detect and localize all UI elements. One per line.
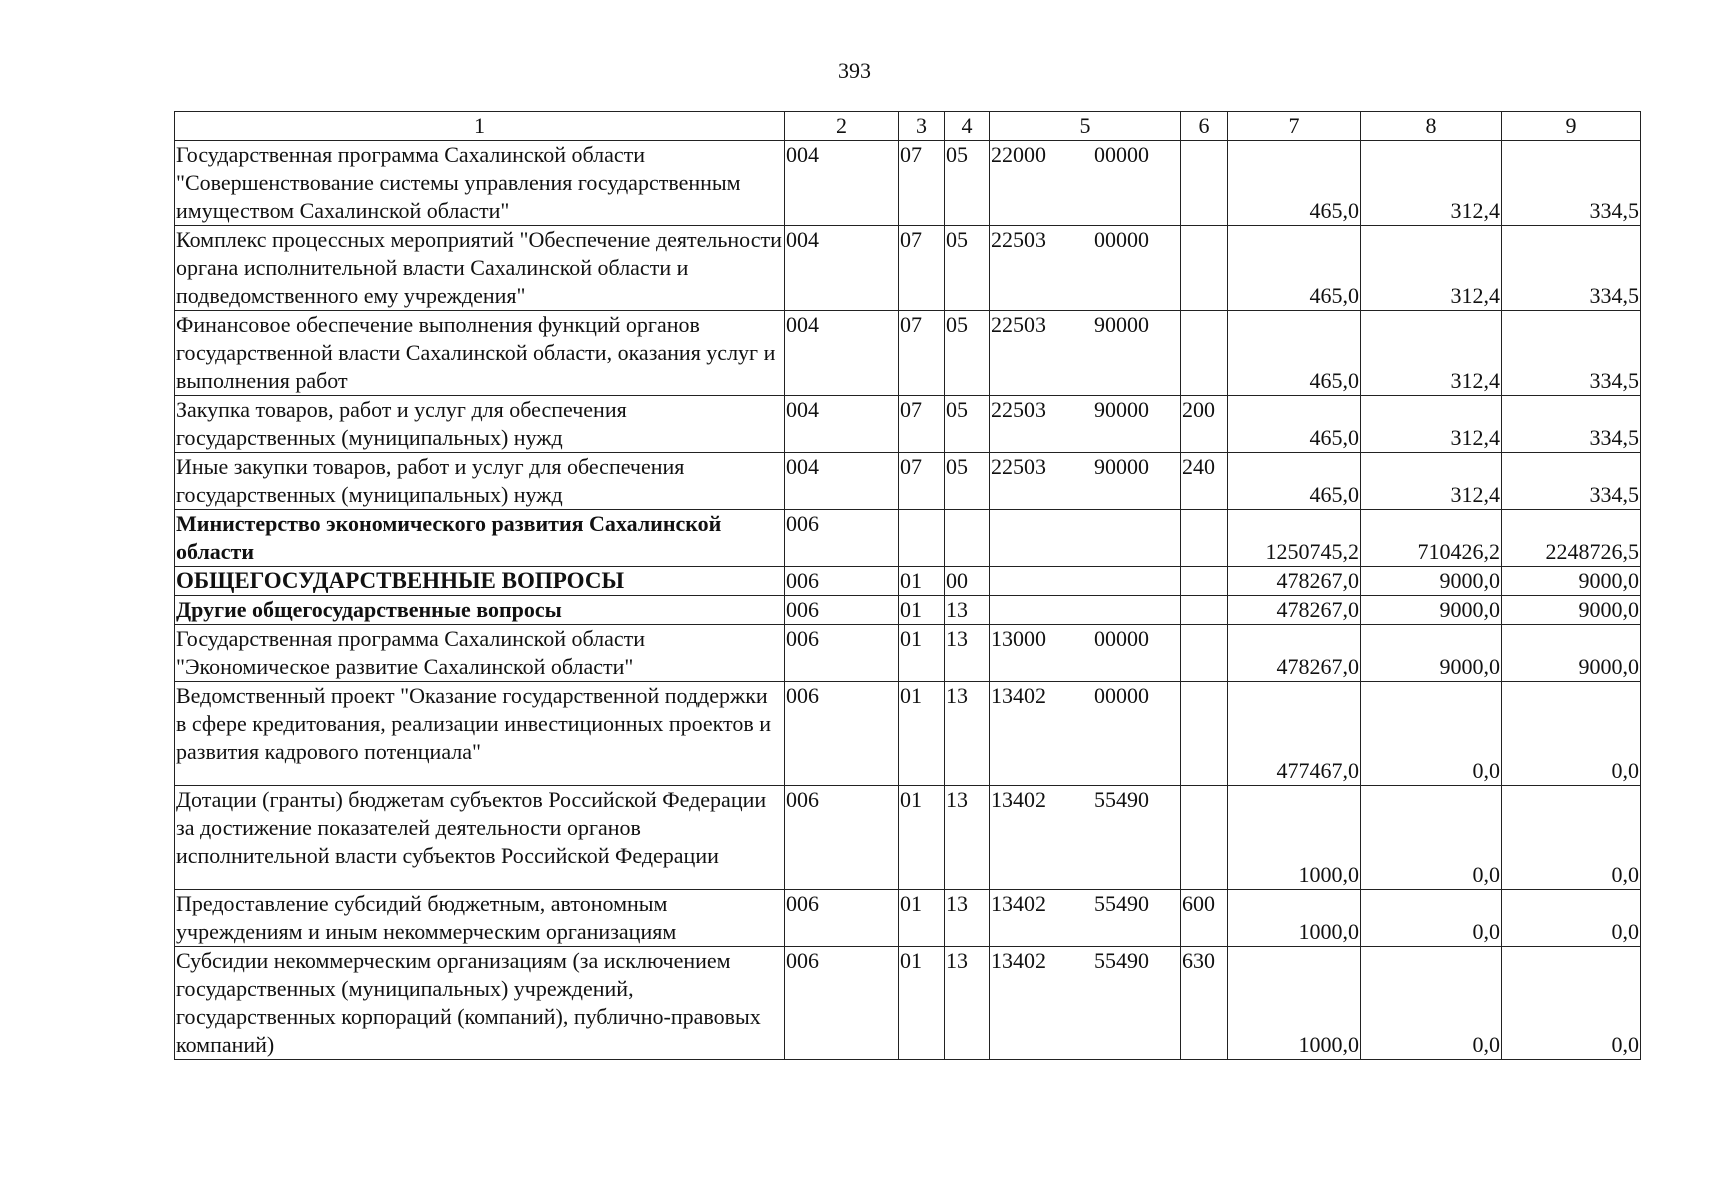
row-csr-cell xyxy=(990,596,1181,625)
row-pr-cell: 05 xyxy=(945,141,990,226)
row-value-col9: 9000,0 xyxy=(1502,625,1641,682)
row-vr-cell xyxy=(1181,625,1228,682)
table-row xyxy=(175,510,1641,567)
row-csr-cell xyxy=(990,141,1181,226)
row-rz-cell: 01 xyxy=(899,890,945,947)
row-csr-cell xyxy=(990,625,1181,682)
csr-program-code: 13000 xyxy=(991,626,1046,651)
row-csr-cell xyxy=(990,453,1181,510)
row-csr-cell xyxy=(990,947,1181,1060)
csr-direction-code: 55490 xyxy=(1094,891,1149,916)
column-header: 5 xyxy=(990,112,1181,141)
csr-program-code: 22503 xyxy=(991,397,1046,422)
row-vr-cell xyxy=(1181,226,1228,311)
row-vr-cell xyxy=(1181,682,1228,786)
row-pr-cell: 13 xyxy=(945,625,990,682)
row-value-col9: 0,0 xyxy=(1502,682,1641,786)
csr-direction-code: 55490 xyxy=(1094,787,1149,812)
row-pr-cell: 00 xyxy=(945,567,990,596)
column-header: 7 xyxy=(1228,112,1361,141)
csr-program-code: 13402 xyxy=(991,787,1046,812)
table-row xyxy=(175,786,1641,890)
row-name-cell: Ведомственный проект "Оказание государственной поддержки в сфере кредитования, реализации инвестиционных проектов и развития кадрового потенциала" xyxy=(175,682,785,786)
row-value-col9: 0,0 xyxy=(1502,786,1641,890)
row-value-col7: 478267,0 xyxy=(1228,625,1361,682)
row-value-col9: 334,5 xyxy=(1502,226,1641,311)
csr-direction-code: 00000 xyxy=(1094,683,1149,708)
row-value-col8: 312,4 xyxy=(1361,226,1502,311)
csr-program-code: 13402 xyxy=(991,683,1046,708)
csr-program-code: 13402 xyxy=(991,948,1046,973)
csr-direction-code: 00000 xyxy=(1094,142,1149,167)
row-name-cell: Государственная программа Сахалинской области "Экономическое развитие Сахалинской области" xyxy=(175,625,785,682)
row-vr-cell: 200 xyxy=(1181,396,1228,453)
row-value-col7: 465,0 xyxy=(1228,311,1361,396)
row-value-col7: 478267,0 xyxy=(1228,596,1361,625)
row-pr-cell: 05 xyxy=(945,226,990,311)
row-pr-cell: 13 xyxy=(945,682,990,786)
row-ved-cell: 006 xyxy=(785,510,899,567)
row-value-col7: 465,0 xyxy=(1228,226,1361,311)
row-value-col7: 465,0 xyxy=(1228,396,1361,453)
row-pr-cell: 13 xyxy=(945,947,990,1060)
row-name-cell: Другие общегосударственные вопросы xyxy=(175,596,785,625)
csr-program-code: 22503 xyxy=(991,227,1046,252)
row-name-cell: Министерство экономического развития Сахалинской области xyxy=(175,510,785,567)
row-value-col8: 9000,0 xyxy=(1361,625,1502,682)
row-value-col7: 1000,0 xyxy=(1228,786,1361,890)
row-value-col9: 0,0 xyxy=(1502,890,1641,947)
table-body xyxy=(175,141,1641,1060)
row-pr-cell: 05 xyxy=(945,311,990,396)
row-ved-cell: 006 xyxy=(785,947,899,1060)
row-csr-cell xyxy=(990,311,1181,396)
csr-direction-code: 55490 xyxy=(1094,948,1149,973)
row-value-col9: 9000,0 xyxy=(1502,567,1641,596)
csr-program-code: 22000 xyxy=(991,142,1046,167)
column-header: 4 xyxy=(945,112,990,141)
row-value-col8: 312,4 xyxy=(1361,311,1502,396)
row-csr-cell xyxy=(990,567,1181,596)
row-rz-cell: 01 xyxy=(899,567,945,596)
csr-direction-code: 90000 xyxy=(1094,312,1149,337)
row-csr-cell xyxy=(990,682,1181,786)
row-value-col8: 0,0 xyxy=(1361,947,1502,1060)
table-row xyxy=(175,226,1641,311)
row-value-col8: 0,0 xyxy=(1361,786,1502,890)
row-value-col8: 312,4 xyxy=(1361,396,1502,453)
row-name-cell: Субсидии некоммерческим организациям (за исключением государственных (муниципальных) учреждений, государственных корпораций (компаний), публично-правовых компаний) xyxy=(175,947,785,1060)
page-number: 393 xyxy=(838,58,871,83)
row-vr-cell xyxy=(1181,311,1228,396)
csr-direction-code: 00000 xyxy=(1094,626,1149,651)
row-ved-cell: 004 xyxy=(785,141,899,226)
row-rz-cell xyxy=(899,510,945,567)
row-value-col7: 1250745,2 xyxy=(1228,510,1361,567)
column-header: 9 xyxy=(1502,112,1641,141)
table-row xyxy=(175,567,1641,596)
row-csr-cell xyxy=(990,226,1181,311)
row-ved-cell: 004 xyxy=(785,396,899,453)
column-header: 1 xyxy=(175,112,785,141)
row-value-col9: 9000,0 xyxy=(1502,596,1641,625)
row-vr-cell: 630 xyxy=(1181,947,1228,1060)
column-header: 8 xyxy=(1361,112,1502,141)
row-ved-cell: 004 xyxy=(785,311,899,396)
row-ved-cell: 006 xyxy=(785,890,899,947)
row-rz-cell: 07 xyxy=(899,226,945,311)
row-pr-cell: 13 xyxy=(945,596,990,625)
row-value-col7: 1000,0 xyxy=(1228,947,1361,1060)
row-vr-cell xyxy=(1181,510,1228,567)
row-ved-cell: 006 xyxy=(785,567,899,596)
row-value-col8: 0,0 xyxy=(1361,890,1502,947)
row-csr-cell xyxy=(990,890,1181,947)
csr-program-code: 22503 xyxy=(991,312,1046,337)
row-rz-cell: 07 xyxy=(899,311,945,396)
row-value-col7: 1000,0 xyxy=(1228,890,1361,947)
row-ved-cell: 006 xyxy=(785,596,899,625)
row-name-cell: Закупка товаров, работ и услуг для обеспечения государственных (муниципальных) нужд xyxy=(175,396,785,453)
row-csr-cell xyxy=(990,510,1181,567)
row-vr-cell xyxy=(1181,141,1228,226)
table-row xyxy=(175,682,1641,786)
row-vr-cell: 240 xyxy=(1181,453,1228,510)
table-row xyxy=(175,311,1641,396)
row-value-col9: 334,5 xyxy=(1502,311,1641,396)
row-name-cell: Дотации (гранты) бюджетам субъектов Российской Федерации за достижение показателей деятельности органов исполнительной власти субъектов Российской Федерации xyxy=(175,786,785,890)
column-header: 6 xyxy=(1181,112,1228,141)
row-value-col9: 334,5 xyxy=(1502,141,1641,226)
table-row xyxy=(175,141,1641,226)
row-rz-cell: 01 xyxy=(899,947,945,1060)
row-vr-cell xyxy=(1181,786,1228,890)
row-rz-cell: 01 xyxy=(899,786,945,890)
row-vr-cell: 600 xyxy=(1181,890,1228,947)
row-value-col8: 312,4 xyxy=(1361,141,1502,226)
row-value-col9: 334,5 xyxy=(1502,453,1641,510)
row-ved-cell: 006 xyxy=(785,625,899,682)
row-ved-cell: 006 xyxy=(785,786,899,890)
row-value-col8: 9000,0 xyxy=(1361,596,1502,625)
row-value-col7: 465,0 xyxy=(1228,141,1361,226)
row-value-col7: 465,0 xyxy=(1228,453,1361,510)
row-pr-cell: 13 xyxy=(945,786,990,890)
row-pr-cell: 13 xyxy=(945,890,990,947)
table-header-row xyxy=(175,112,1641,141)
table-row xyxy=(175,947,1641,1060)
csr-program-code: 22503 xyxy=(991,454,1046,479)
row-ved-cell: 004 xyxy=(785,453,899,510)
row-value-col9: 2248726,5 xyxy=(1502,510,1641,567)
column-header: 2 xyxy=(785,112,899,141)
row-value-col8: 710426,2 xyxy=(1361,510,1502,567)
row-ved-cell: 004 xyxy=(785,226,899,311)
row-rz-cell: 01 xyxy=(899,625,945,682)
row-name-cell: Предоставление субсидий бюджетным, автономным учреждениям и иным некоммерческим организациям xyxy=(175,890,785,947)
column-header: 3 xyxy=(899,112,945,141)
csr-direction-code: 00000 xyxy=(1094,227,1149,252)
row-csr-cell xyxy=(990,396,1181,453)
row-value-col9: 0,0 xyxy=(1502,947,1641,1060)
csr-direction-code: 90000 xyxy=(1094,397,1149,422)
row-name-cell: ОБЩЕГОСУДАРСТВЕННЫЕ ВОПРОСЫ xyxy=(175,567,785,596)
row-pr-cell xyxy=(945,510,990,567)
csr-direction-code: 90000 xyxy=(1094,454,1149,479)
row-ved-cell: 006 xyxy=(785,682,899,786)
table-row xyxy=(175,453,1641,510)
row-name-cell: Иные закупки товаров, работ и услуг для обеспечения государственных (муниципальных) нужд xyxy=(175,453,785,510)
row-value-col8: 0,0 xyxy=(1361,682,1502,786)
row-value-col9: 334,5 xyxy=(1502,396,1641,453)
row-value-col8: 9000,0 xyxy=(1361,567,1502,596)
table-row xyxy=(175,396,1641,453)
row-vr-cell xyxy=(1181,596,1228,625)
row-rz-cell: 07 xyxy=(899,453,945,510)
row-name-cell: Государственная программа Сахалинской области "Совершенствование системы управления государственным имуществом Сахалинской области" xyxy=(175,141,785,226)
row-value-col7: 478267,0 xyxy=(1228,567,1361,596)
row-rz-cell: 07 xyxy=(899,141,945,226)
row-rz-cell: 01 xyxy=(899,682,945,786)
row-csr-cell xyxy=(990,786,1181,890)
row-name-cell: Финансовое обеспечение выполнения функций органов государственной власти Сахалинской области, оказания услуг и выполнения работ xyxy=(175,311,785,396)
row-vr-cell xyxy=(1181,567,1228,596)
table-row xyxy=(175,596,1641,625)
row-value-col8: 312,4 xyxy=(1361,453,1502,510)
row-pr-cell: 05 xyxy=(945,396,990,453)
row-value-col7: 477467,0 xyxy=(1228,682,1361,786)
row-rz-cell: 01 xyxy=(899,596,945,625)
row-rz-cell: 07 xyxy=(899,396,945,453)
row-name-cell: Комплекс процессных мероприятий "Обеспечение деятельности органа исполнительной власти Сахалинской области и подведомственного ему учреждения" xyxy=(175,226,785,311)
csr-program-code: 13402 xyxy=(991,891,1046,916)
budget-table xyxy=(174,111,1641,1060)
table-row xyxy=(175,625,1641,682)
table-row xyxy=(175,890,1641,947)
row-pr-cell: 05 xyxy=(945,453,990,510)
